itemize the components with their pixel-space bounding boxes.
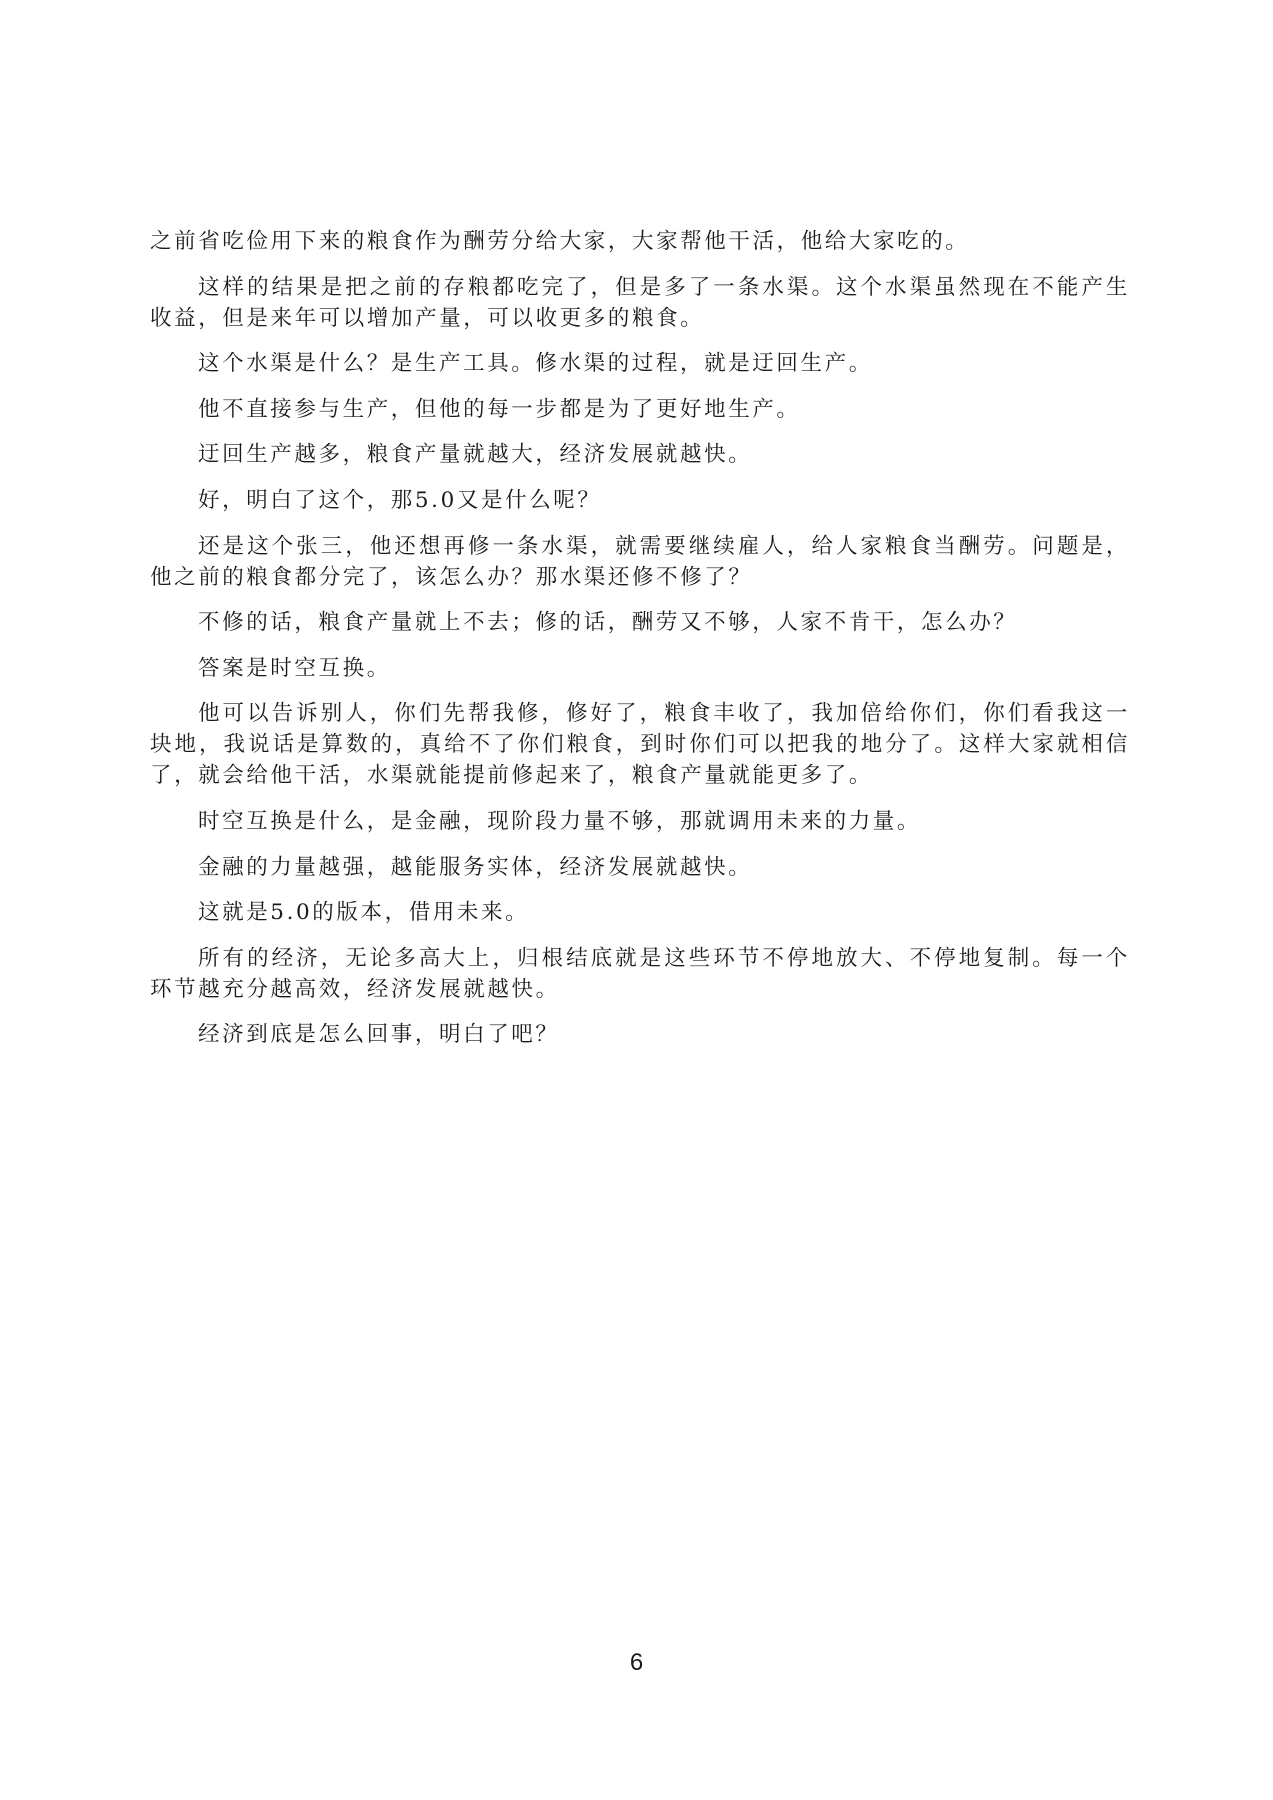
paragraph: 这个水渠是什么？是生产工具。修水渠的过程，就是迂回生产。 bbox=[198, 351, 873, 377]
paragraph: 答案是时空互换。 bbox=[198, 655, 391, 681]
paragraph: 这样的结果是把之前的存粮都吃完了，但是多了一条水渠。这个水渠虽然现在不能产生收益，但是来年可以增加产量，可以收更多的粮食。 bbox=[150, 274, 1130, 331]
paragraph: 还是这个张三，他还想再修一条水渠，就需要继续雇人，给人家粮食当酬劳。问题是，他之前的粮食都分完了，该怎么办？那水渠还修不修了？ bbox=[150, 533, 1130, 590]
paragraph: 金融的力量越强，越能服务实体，经济发展就越快。 bbox=[198, 854, 753, 880]
paragraph: 之前省吃俭用下来的粮食作为酬劳分给大家，大家帮他干活，他给大家吃的。 bbox=[150, 229, 970, 254]
paragraph: 时空互换是什么，是金融，现阶段力量不够，那就调用未来的力量。 bbox=[198, 808, 922, 834]
paragraph: 这就是5.0的版本，借用未来。 bbox=[198, 900, 530, 926]
paragraph: 所有的经济，无论多高大上，归根结底就是这些环节不停地放大、不停地复制。每一个环节越充分越高效，经济发展就越快。 bbox=[150, 945, 1130, 1002]
paragraph: 经济到底是怎么回事，明白了吧？ bbox=[198, 1022, 560, 1048]
paragraph: 他不直接参与生产，但他的每一步都是为了更好地生产。 bbox=[198, 396, 801, 422]
page-number: 6 bbox=[629, 1649, 644, 1676]
paragraph: 他可以告诉别人，你们先帮我修，修好了，粮食丰收了，我加倍给你们，你们看我这一块地，我说话是算数的，真给不了你们粮食，到时你们可以把我的地分了。这样大家就相信了，就会给他干活，水渠就能提前修起来了，粮食产量就能更多了。 bbox=[150, 701, 1130, 789]
paragraph: 不修的话，粮食产量就上不去；修的话，酬劳又不够，人家不肯干，怎么办？ bbox=[198, 610, 1018, 636]
paragraph: 迂回生产越多，粮食产量就越大，经济发展就越快。 bbox=[198, 442, 753, 468]
page-body bbox=[150, 226, 1130, 1065]
paragraph: 好，明白了这个，那5.0又是什么呢？ bbox=[198, 487, 602, 513]
